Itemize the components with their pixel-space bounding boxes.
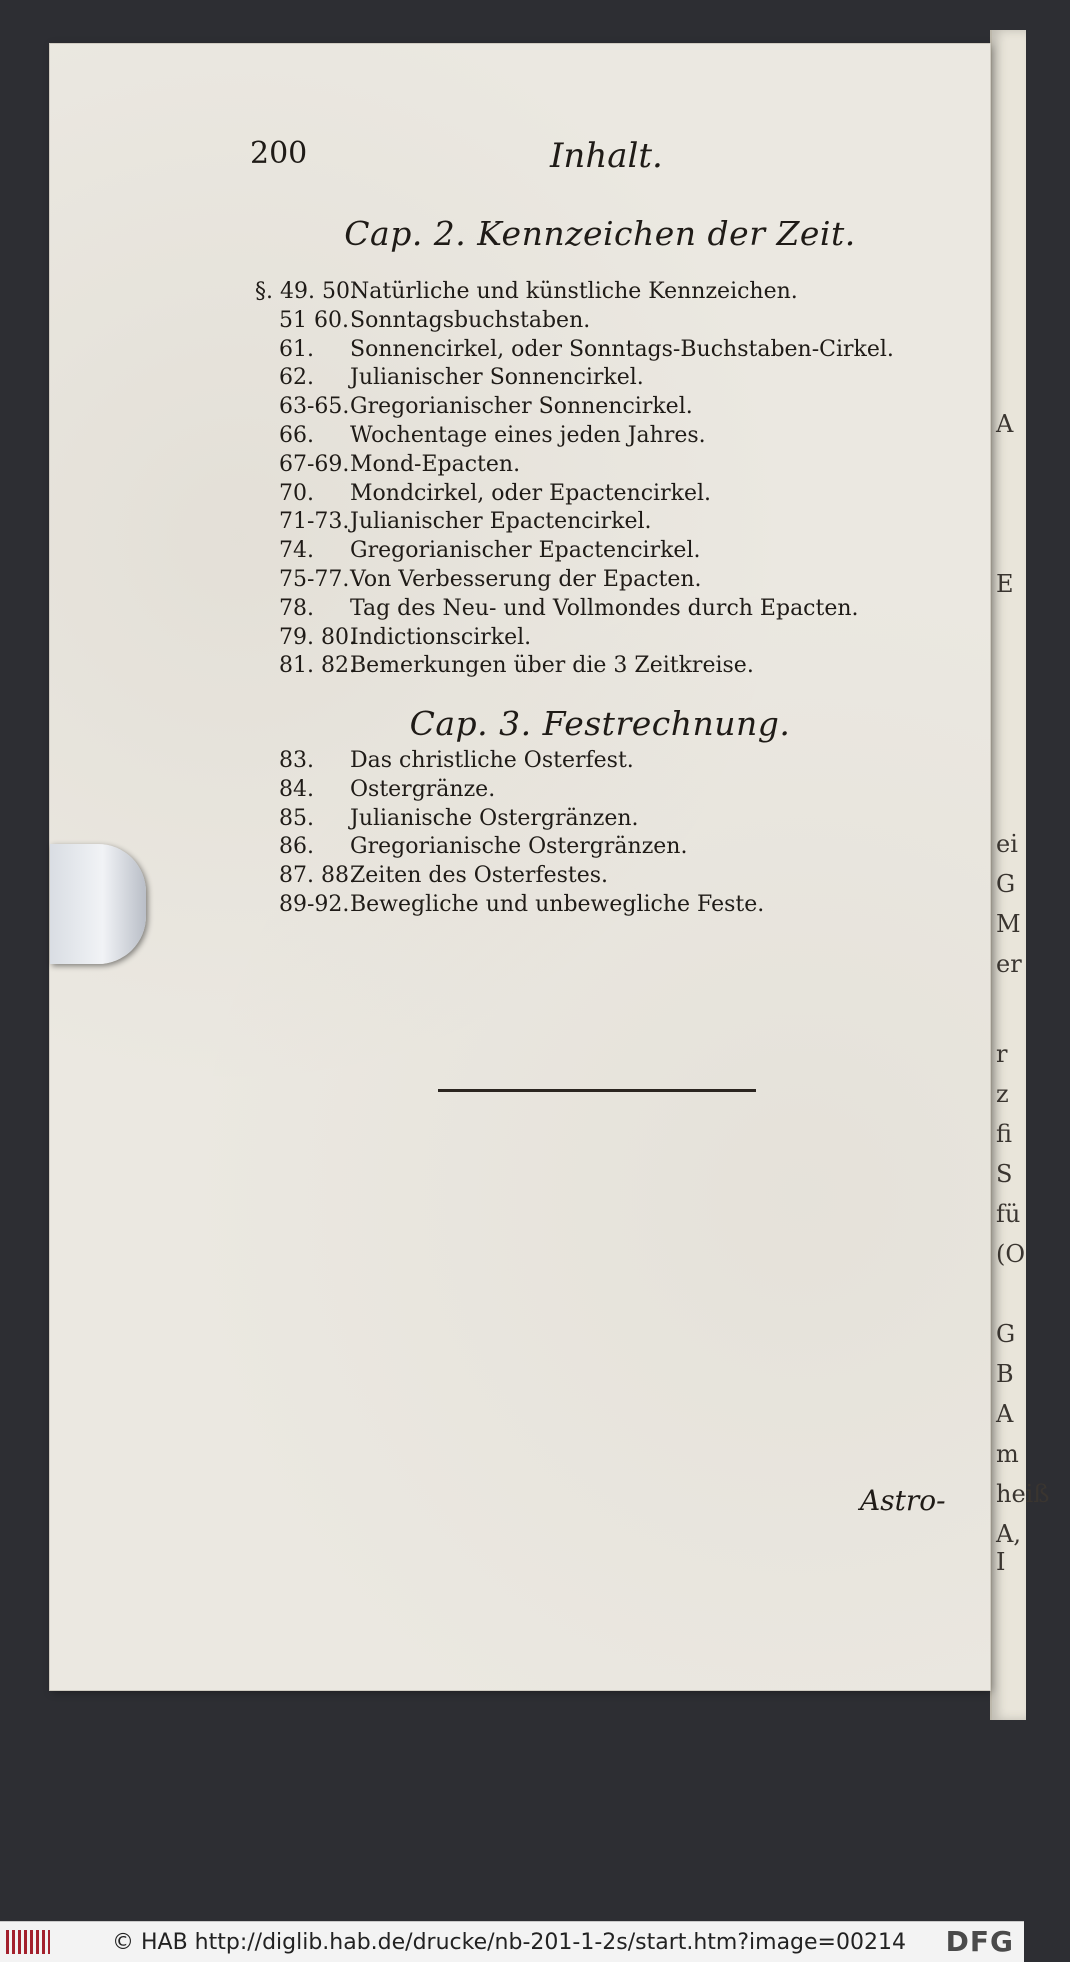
side-page-fragment: m <box>996 1440 1019 1468</box>
entry-number: 70. <box>279 480 314 506</box>
entry-text: Gregorianischer Epactencirkel. <box>350 538 701 564</box>
catchword: Astro- <box>860 1484 946 1517</box>
entry-number: 86. <box>279 834 314 860</box>
page-clip <box>50 844 146 964</box>
side-page-fragment: A, I <box>996 1520 1021 1576</box>
toc-entry <box>255 364 894 393</box>
entry-text: Von Verbesserung der Epacten. <box>350 566 702 592</box>
running-title: Inhalt. <box>550 136 663 176</box>
toc-entry <box>255 833 764 862</box>
toc-entry <box>255 624 894 653</box>
entry-text: Natürliche und künstliche Kennzeichen. <box>350 279 798 304</box>
side-page-fragment: er <box>996 950 1022 978</box>
entry-text: Sonntagsbuchstaben. <box>350 307 591 333</box>
side-page-fragment: A <box>996 1400 1014 1428</box>
adjacent-page <box>990 30 1050 1720</box>
entry-text: Julianischer Sonnencirkel. <box>350 365 644 391</box>
toc-entry <box>255 595 894 624</box>
entry-text: Julianische Ostergränzen. <box>350 805 639 831</box>
toc-entry <box>255 336 894 365</box>
chapter-3-entries <box>255 747 764 920</box>
entry-text: Zeiten des Osterfestes. <box>350 863 609 889</box>
chapter-2-entries <box>255 278 894 681</box>
entry-text: Ostergränze. <box>350 776 496 802</box>
entry-text: Gregorianische Ostergränzen. <box>350 834 688 860</box>
entry-text: Bewegliche und unbewegliche Feste. <box>350 891 765 917</box>
entry-number: 81. 82. <box>279 653 356 679</box>
toc-entry <box>255 480 894 509</box>
toc-entry <box>255 862 764 891</box>
side-page-fragment: E <box>996 570 1014 598</box>
toc-entry <box>255 891 764 920</box>
side-page-fragment: S <box>996 1160 1013 1188</box>
side-page-fragment: ei <box>996 830 1018 858</box>
toc-entry <box>255 566 894 595</box>
side-page-fragment: M <box>996 910 1021 938</box>
side-page-fragment: r <box>996 1040 1008 1068</box>
entry-number: 85. <box>279 805 314 831</box>
toc-entry <box>255 508 894 537</box>
entry-text: Mond-Epacten. <box>350 451 521 477</box>
entry-number: 87. 88. <box>279 863 356 889</box>
toc-entry <box>255 393 894 422</box>
source-url[interactable]: © HAB http://diglib.hab.de/drucke/nb-201-1-2s/start.htm?image=00214 <box>112 1930 906 1955</box>
toc-entry <box>255 307 894 336</box>
entry-text: Tag des Neu- und Vollmondes durch Epacten. <box>350 595 859 621</box>
page-header <box>50 136 990 196</box>
entry-text: Julianischer Epactencirkel. <box>350 509 652 535</box>
toc-entry <box>255 776 764 805</box>
entry-text: Gregorianischer Sonnencirkel. <box>350 394 693 420</box>
chapter-3-heading: Cap. 3. Festrechnung. <box>409 704 791 743</box>
entry-number: 89-92. <box>279 891 350 917</box>
side-page-fragment: z <box>996 1080 1009 1108</box>
entry-number: 71-73. <box>279 509 350 535</box>
entry-number: 83. <box>279 748 314 773</box>
entry-number: §. 49. 50. <box>255 279 357 304</box>
entry-number: 75-77. <box>279 566 350 592</box>
side-page-fragment: B <box>996 1360 1014 1388</box>
side-page-fragment: heiß <box>996 1480 1050 1508</box>
entry-number: 63-65. <box>279 394 350 420</box>
scanned-page <box>50 44 990 1690</box>
barcode-icon <box>6 1930 50 1954</box>
toc-entry <box>255 537 894 566</box>
entry-text: Wochentage eines jeden Jahres. <box>350 422 706 448</box>
toc-entry <box>255 652 894 681</box>
side-page-fragment: G <box>996 1320 1016 1348</box>
page-number: 200 <box>250 136 308 171</box>
entry-number: 79. 80. <box>279 624 356 650</box>
entry-text: Indictionscirkel. <box>350 624 532 650</box>
entry-number: 61. <box>279 336 314 362</box>
entry-text: Das christliche Osterfest. <box>350 748 634 773</box>
entry-number: 74. <box>279 538 314 564</box>
toc-entry <box>255 805 764 834</box>
toc-entry <box>255 422 894 451</box>
side-page-fragment: G <box>996 870 1016 898</box>
toc-entry <box>255 747 764 776</box>
dfg-logo: DFG <box>945 1925 1014 1958</box>
entry-number: 78. <box>279 595 314 621</box>
chapter-2-heading: Cap. 2. Kennzeichen der Zeit. <box>344 214 856 253</box>
side-page-fragment: A <box>996 410 1014 438</box>
entry-number: 84. <box>279 776 314 802</box>
entry-text: Sonnencirkel, oder Sonntags-Buchstaben-Cirkel. <box>350 336 894 362</box>
entry-text: Mondcirkel, oder Epactencirkel. <box>350 480 711 506</box>
side-page-fragment: fü <box>996 1200 1021 1228</box>
toc-entry <box>255 278 894 307</box>
side-page-fragment: (O <box>996 1240 1026 1268</box>
viewer-footer <box>0 1921 1024 1962</box>
side-page-fragment: fi <box>996 1120 1013 1148</box>
entry-number: 66. <box>279 422 314 448</box>
entry-number: 67-69. <box>279 451 350 477</box>
entry-number: 62. <box>279 365 314 391</box>
end-rule <box>438 1089 756 1092</box>
entry-text: Bemerkungen über die 3 Zeitkreise. <box>350 653 754 679</box>
toc-entry <box>255 451 894 480</box>
entry-number: 51 60. <box>279 307 349 333</box>
